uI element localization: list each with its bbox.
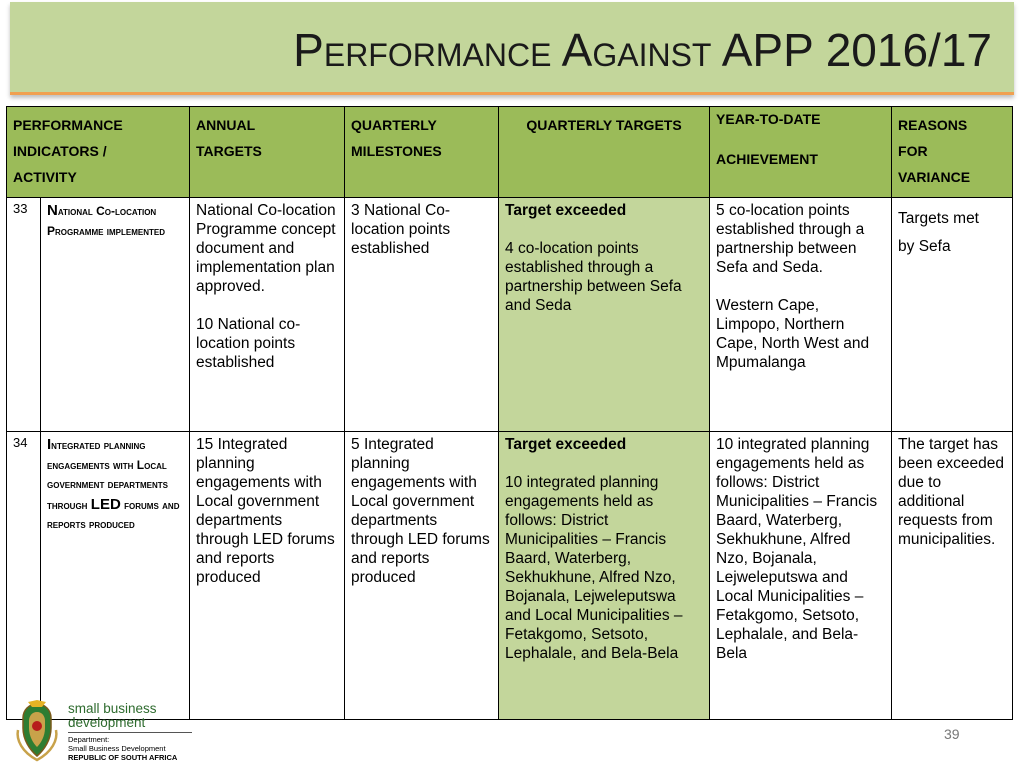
header-annual-targets: ANNUAL TARGETS: [190, 107, 345, 198]
header-row: [7, 107, 1013, 198]
logo-line-development: development: [68, 715, 146, 730]
row-ytd-achievement: 10 integrated planning engagements held as follows: District Municipalities – Francis Baard, Waterberg, Sekhukhune, Alfred Nzo, Bojanala, Lejweleputswa and Local Municipalities – Fetakgomo, Setsoto, Lephalale, and Bela-Bela: [710, 432, 892, 720]
performance-table: [6, 106, 1013, 720]
logo-line-department: Department:: [68, 735, 110, 744]
row-number: 33: [7, 198, 41, 432]
logo-line-republic: REPUBLIC OF SOUTH AFRICA: [68, 753, 178, 762]
title-initial-a: A: [561, 24, 593, 76]
row-indicator: Integrated planning engagements with Local government departments through LED forums and reports produced: [41, 432, 190, 720]
title-word-against: gainst: [592, 24, 712, 76]
header-quarterly-milestones: QUARTERLY MILESTONES: [345, 107, 499, 198]
department-logo: [12, 700, 192, 766]
title-bar: [10, 2, 1014, 95]
target-status: Target exceeded: [505, 202, 627, 219]
table-row: [7, 198, 1013, 432]
row-quarterly-milestone: 5 Integrated planning engagements with Local government departments through LED forums and reports produced: [345, 432, 499, 720]
slide-title: [293, 24, 992, 76]
logo-line-small-business: small business: [68, 701, 157, 716]
target-status: Target exceeded: [505, 436, 627, 453]
row-quarterly-target: Target exceeded 10 integrated planning engagements held as follows: District Municipalities – Francis Baard, Waterberg, Sekhukhune, Alfred Nzo, Bojanala, Lejweleputswa and Local Municipalities – Fetakgomo, Setsoto, Lephalale, and Bela-Bela: [499, 432, 710, 720]
row-annual-target: 15 Integrated planning engagements with Local government departments through LED forums and reports produced: [190, 432, 345, 720]
row-quarterly-milestone: 3 National Co-location points established: [345, 198, 499, 432]
row-indicator: National Co-location Programme implemented: [41, 198, 190, 432]
page-number: 39: [944, 726, 960, 742]
logo-line-dept-name: Small Business Development: [68, 744, 166, 753]
header-indicator: PERFORMANCE INDICATORS / ACTIVITY: [7, 107, 190, 198]
coat-of-arms-icon: [12, 700, 62, 764]
row-annual-target: National Co-location Programme concept document and implementation plan approved. 10 National co-location points established: [190, 198, 345, 432]
header-reasons-for-variance: REASONS FOR VARIANCE: [892, 107, 1013, 198]
title-app-year: APP 2016/17: [721, 24, 992, 76]
title-initial-p: P: [293, 24, 324, 76]
row-number: 34: [7, 432, 41, 720]
header-ytd-achievement: YEAR-TO-DATE ACHIEVEMENT: [710, 107, 892, 198]
row-quarterly-target: Target exceeded 4 co-location points established through a partnership between Sefa and Seda: [499, 198, 710, 432]
title-word-performance: erformance: [323, 24, 552, 76]
row-reason-for-variance: The target has been exceeded due to additional requests from municipalities.: [892, 432, 1013, 720]
header-quarterly-targets: QUARTERLY TARGETS: [499, 107, 710, 198]
row-reason-for-variance: Targets met by Sefa: [892, 198, 1013, 432]
row-ytd-achievement: 5 co-location points established through a partnership between Sefa and Seda. Western Cape, Limpopo, Northern Cape, North West and Mpumalanga: [710, 198, 892, 432]
logo-divider: [68, 732, 192, 733]
table-row: [7, 432, 1013, 720]
